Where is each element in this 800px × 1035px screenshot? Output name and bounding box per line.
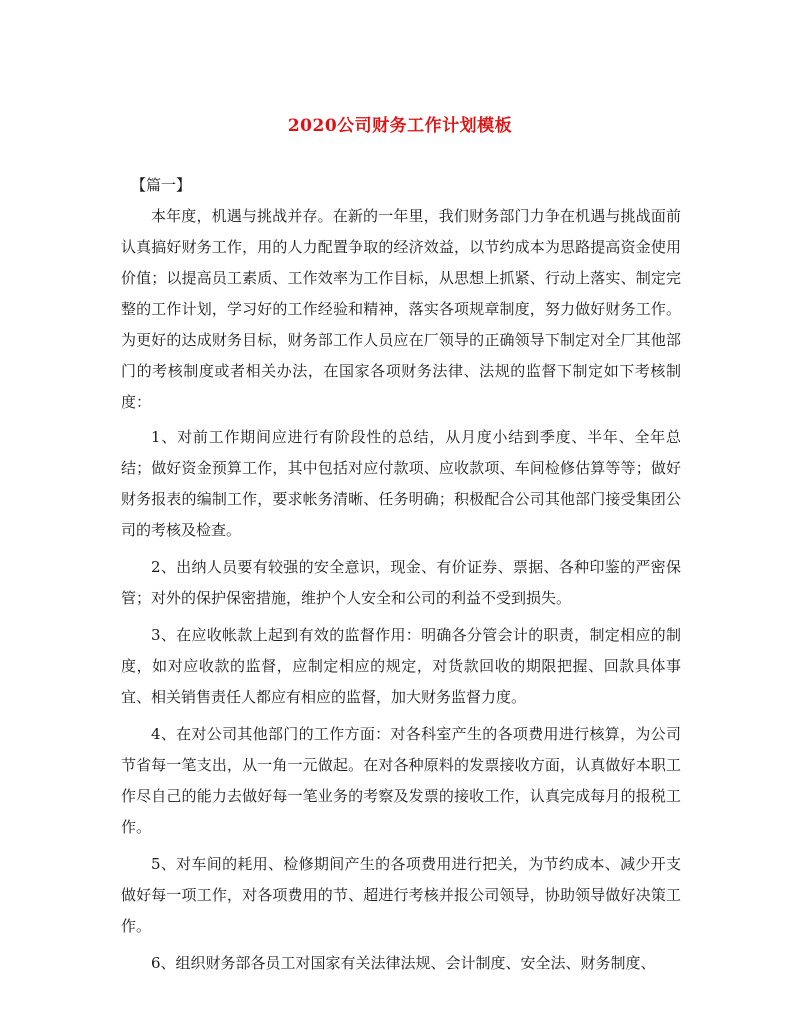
paragraph-item-5: 5、对车间的耗用、检修期间产生的各项费用进行把关，为节约成本、减少开支做好每一项工作，对各项费用的节、超进行考核并报公司领导，协助领导做好决策工作。 <box>121 855 681 935</box>
paragraph-intro: 本年度，机遇与挑战并存。在新的一年里，我们财务部门力争在机遇与挑战面前认真搞好财务工作，用的人力配置争取的经济效益，以节约成本为思路提高资金使用价值；以提高员工素质、工作效率为工作目标，从思想上抓紧、行动上落实、制定完整的工作计划，学习好的工作经验和精神，落实各项规章制度，努力做好财务工作。为更好的达成财务目标，财务部工作人员应在厂领导的正确领导下制定对全厂其他部门的考核制度或者相关办法，在国家各项财务法律、法规的监督下制定如下考核制度： <box>121 207 681 411</box>
paragraph-item-1: 1、对前工作期间应进行有阶段性的总结，从月度小结到季度、半年、全年总结；做好资金预算工作，其中包括对应付款项、应收款项、车间检修估算等等；做好财务报表的编制工作，要求帐务清晰、任务明确；积极配合公司其他部门接受集团公司的考核及检查。 <box>121 428 681 539</box>
paragraph-item-6: 6、组织财务部各员工对国家有关法律法规、会计制度、安全法、财务制度、 <box>151 954 656 972</box>
paragraph-item-2: 2、出纳人员要有较强的安全意识，现金、有价证券、票据、各种印鉴的严密保管；对外的保护保密措施，维护个人安全和公司的利益不受到损失。 <box>121 558 681 607</box>
paragraph-item-4: 4、在对公司其他部门的工作方面：对各科室产生的各项费用进行核算，为公司节省每一笔支出，从一角一元做起。在对各种原料的发票接收方面，认真做好本职工作尽自己的能力去做好每一笔业务的考察及发票的接收工作，认真完成每月的报税工作。 <box>121 725 681 836</box>
document-body <box>121 170 681 985</box>
document-title: 2020公司财务工作计划模板 <box>287 116 513 136</box>
section-label: 【篇一】 <box>131 176 192 194</box>
paragraph-item-3: 3、在应收帐款上起到有效的监督作用：明确各分管会计的职责，制定相应的制度，如对应收款的监督，应制定相应的规定，对货款回收的期限把握、回款具体事宜、相关销售责任人都应有相应的监督，加大财务监督力度。 <box>121 626 681 706</box>
